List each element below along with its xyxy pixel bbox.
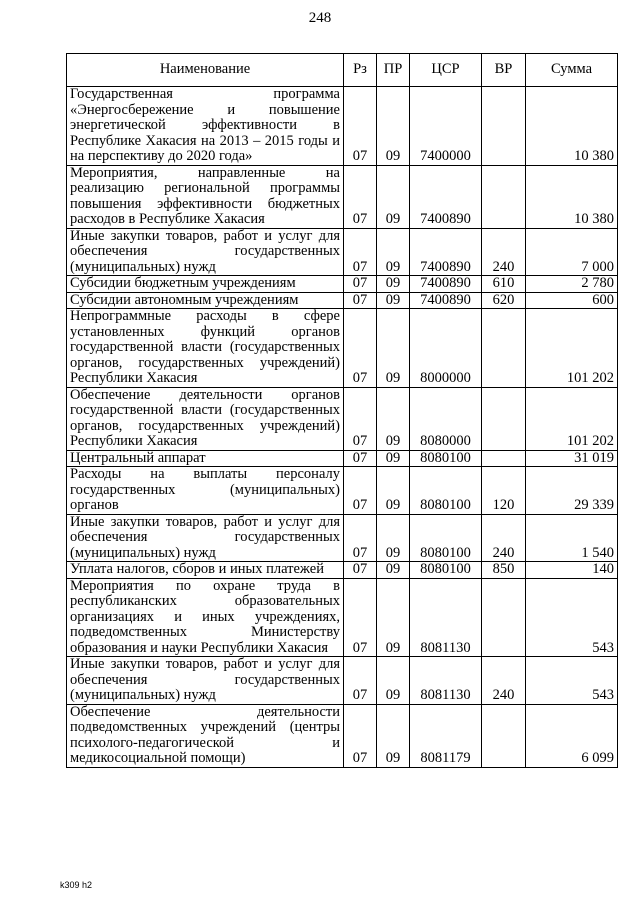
row-pr-cell: 09 [377,292,410,309]
row-sum-cell: 6 099 [526,704,618,767]
row-name-cell: Иные закупки товаров, работ и услуг для обеспечения государственных (муниципальных) нужд [67,514,344,562]
row-rz-cell: 07 [344,450,377,467]
row-vr-cell [482,87,526,166]
row-pr-cell: 09 [377,578,410,657]
row-rz-cell: 07 [344,165,377,228]
row-rz-cell: 07 [344,578,377,657]
table-row [67,309,618,388]
row-name-cell: Иные закупки товаров, работ и услуг для обеспечения государственных (муниципальных) нужд [67,657,344,705]
row-sum-cell: 101 202 [526,387,618,450]
row-sum-cell: 543 [526,578,618,657]
row-sum-cell: 29 339 [526,467,618,515]
col-header-pr: ПР [377,54,410,87]
col-header-vr: ВР [482,54,526,87]
row-sum-cell: 543 [526,657,618,705]
row-name-cell: Мероприятия, направленные на реализацию региональной программы повышения эффективности бюджетных расходов в Республике Хакасия [67,165,344,228]
row-sum-cell: 7 000 [526,228,618,276]
row-vr-cell [482,578,526,657]
row-vr-cell: 240 [482,514,526,562]
row-pr-cell: 09 [377,87,410,166]
row-csr-cell: 7400890 [410,228,482,276]
row-sum-cell: 10 380 [526,165,618,228]
table-row [67,292,618,309]
row-pr-cell: 09 [377,450,410,467]
row-vr-cell: 120 [482,467,526,515]
row-pr-cell: 09 [377,657,410,705]
row-rz-cell: 07 [344,657,377,705]
row-pr-cell: 09 [377,704,410,767]
row-csr-cell: 7400000 [410,87,482,166]
row-sum-cell: 2 780 [526,276,618,293]
table-row [67,657,618,705]
row-pr-cell: 09 [377,309,410,388]
table-header-row [67,54,618,87]
row-name-cell: Государственная программа «Энергосбережение и повышение энергетической эффективности в Республике Хакасия на 2013 – 2015 годы и на перспективу до 2020 года» [67,87,344,166]
row-vr-cell [482,165,526,228]
row-rz-cell: 07 [344,309,377,388]
row-csr-cell: 7400890 [410,276,482,293]
row-csr-cell: 8080000 [410,387,482,450]
page-number: 248 [308,10,332,26]
row-vr-cell: 620 [482,292,526,309]
row-name-cell: Расходы на выплаты персоналу государственных (муниципальных) органов [67,467,344,515]
row-vr-cell: 240 [482,228,526,276]
footer-code: k309 h2 [60,880,93,890]
table-row [67,87,618,166]
row-pr-cell: 09 [377,165,410,228]
row-csr-cell: 8081130 [410,657,482,705]
row-vr-cell: 850 [482,562,526,579]
row-sum-cell: 1 540 [526,514,618,562]
row-rz-cell: 07 [344,514,377,562]
row-csr-cell: 8000000 [410,309,482,388]
row-vr-cell [482,387,526,450]
row-name-cell: Иные закупки товаров, работ и услуг для обеспечения государственных (муниципальных) нужд [67,228,344,276]
row-pr-cell: 09 [377,467,410,515]
row-csr-cell: 8080100 [410,467,482,515]
row-name-cell: Обеспечение деятельности органов государственной власти (государственных органов, государственных учреждений) Республики Хакасия [67,387,344,450]
row-name-cell: Уплата налогов, сборов и иных платежей [67,562,344,579]
row-rz-cell: 07 [344,292,377,309]
row-name-cell: Центральный аппарат [67,450,344,467]
budget-table [66,53,618,768]
row-rz-cell: 07 [344,87,377,166]
row-name-cell: Субсидии бюджетным учреждениям [67,276,344,293]
col-header-rz: Рз [344,54,377,87]
table-row [67,228,618,276]
col-header-name: Наименование [67,54,344,87]
table-row [67,467,618,515]
row-pr-cell: 09 [377,276,410,293]
row-name-cell: Непрограммные расходы в сфере установленных функций органов государственной власти (государственных органов, государственных учреждений) Республики Хакасия [67,309,344,388]
table-row [67,450,618,467]
row-name-cell: Обеспечение деятельности подведомственных учреждений (центры психолого-педагогической и медикосоциальной помощи) [67,704,344,767]
table-row [67,387,618,450]
row-csr-cell: 8081179 [410,704,482,767]
row-rz-cell: 07 [344,276,377,293]
row-vr-cell: 240 [482,657,526,705]
row-csr-cell: 8080100 [410,562,482,579]
col-header-sum: Сумма [526,54,618,87]
row-name-cell: Субсидии автономным учреждениям [67,292,344,309]
table-row [67,578,618,657]
row-csr-cell: 7400890 [410,165,482,228]
row-vr-cell: 610 [482,276,526,293]
row-sum-cell: 10 380 [526,87,618,166]
row-pr-cell: 09 [377,387,410,450]
row-rz-cell: 07 [344,562,377,579]
row-pr-cell: 09 [377,514,410,562]
table-row [67,276,618,293]
row-csr-cell: 8081130 [410,578,482,657]
row-csr-cell: 8080100 [410,450,482,467]
row-rz-cell: 07 [344,467,377,515]
table-row [67,562,618,579]
row-rz-cell: 07 [344,704,377,767]
col-header-csr: ЦСР [410,54,482,87]
table-row [67,704,618,767]
row-pr-cell: 09 [377,228,410,276]
row-vr-cell [482,450,526,467]
table-row [67,165,618,228]
row-csr-cell: 7400890 [410,292,482,309]
row-sum-cell: 600 [526,292,618,309]
row-pr-cell: 09 [377,562,410,579]
row-name-cell: Мероприятия по охране труда в республиканских образовательных организациях и иных учреждениях, подведомственных Министерству образования и науки Республики Хакасия [67,578,344,657]
row-csr-cell: 8080100 [410,514,482,562]
row-sum-cell: 101 202 [526,309,618,388]
row-vr-cell [482,704,526,767]
table-row [67,514,618,562]
row-sum-cell: 140 [526,562,618,579]
row-sum-cell: 31 019 [526,450,618,467]
row-rz-cell: 07 [344,387,377,450]
row-rz-cell: 07 [344,228,377,276]
row-vr-cell [482,309,526,388]
